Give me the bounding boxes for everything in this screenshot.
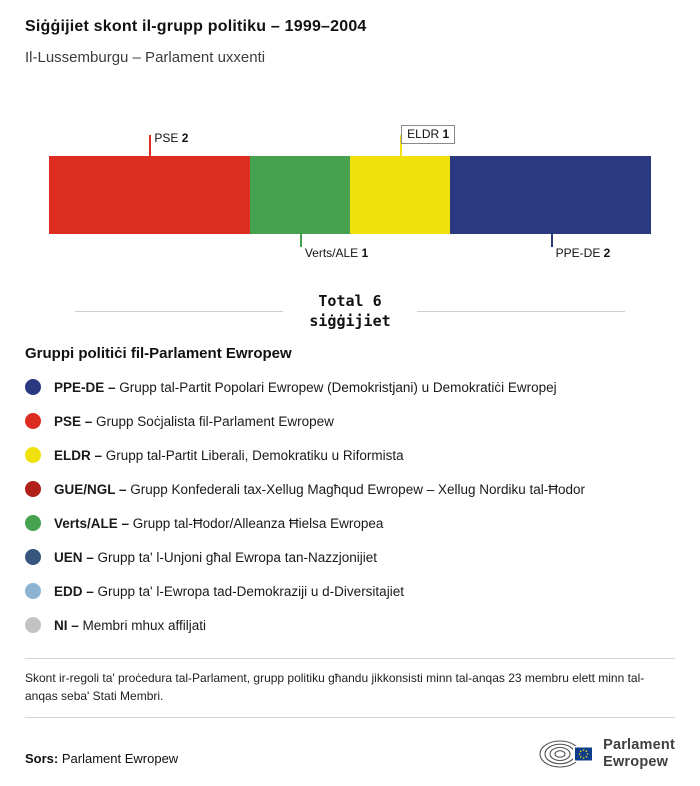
footnote-text: Skont ir-regoli ta' proċedura tal-Parlament, grupp politiku għandu jikkonsisti minn tal-anqas 23 membru elett minn tal-anqas seba' Stati Membri. xyxy=(25,671,645,703)
legend-item xyxy=(25,438,675,472)
legend-color-dot xyxy=(25,617,41,633)
callout-label-verts-ale: Verts/ALE 1 xyxy=(304,246,369,260)
callout-line-ppe-de xyxy=(551,234,553,247)
parliament-logo xyxy=(538,734,675,774)
legend-item xyxy=(25,404,675,438)
legend-item-text: PSE – Grupp Soċjalista fil-Parlament Ewropew xyxy=(54,413,334,429)
legend-item xyxy=(25,472,675,506)
legend-color-dot xyxy=(25,379,41,395)
legend-item-text: NI – Membri mhux affiljati xyxy=(54,617,207,633)
source-line xyxy=(25,751,178,766)
total-line2: siġġijiet xyxy=(309,311,391,330)
hemicycle-icon xyxy=(538,734,596,774)
legend-item xyxy=(25,506,675,540)
page-title: Siġġijiet skont il-grupp politiku – 1999–2004 xyxy=(25,18,367,35)
divider-line-left xyxy=(75,311,283,312)
bar-segment-eldr xyxy=(350,156,450,234)
logo-line1: Parlament xyxy=(603,737,675,754)
bar-segment-pse xyxy=(49,156,250,234)
legend-item-text: Verts/ALE – Grupp tal-Ħodor/Alleanza Ħielsa Ewropea xyxy=(54,515,384,531)
legend-color-dot xyxy=(25,583,41,599)
legend-heading: Gruppi politiċi fil-Parlament Ewropew xyxy=(25,345,292,362)
source-label: Sors: xyxy=(25,751,59,766)
footer xyxy=(25,734,675,774)
callout-label-pse: PSE 2 xyxy=(154,131,189,145)
legend-color-dot xyxy=(25,549,41,565)
legend-color-dot xyxy=(25,447,41,463)
callout-line-verts-ale xyxy=(300,234,302,247)
legend-item-text: GUE/NGL – Grupp Konfederali tax-Xellug Magħqud Ewropew – Xellug Nordiku tal-Ħodor xyxy=(54,481,586,497)
stacked-bar xyxy=(49,156,651,234)
legend-item-text: ELDR – Grupp tal-Partit Liberali, Demokratiku u Riformista xyxy=(54,447,404,463)
legend-color-dot xyxy=(25,413,41,429)
legend-item xyxy=(25,370,675,404)
bar-segment-ppe-de xyxy=(450,156,651,234)
logo-line2: Ewropew xyxy=(603,754,669,770)
legend-item xyxy=(25,574,675,608)
source-value: Parlament Ewropew xyxy=(61,751,179,766)
legend-item-text: UEN – Grupp ta' l-Unjoni għal Ewropa tan-Nazzjonijiet xyxy=(54,549,377,565)
legend-color-dot xyxy=(25,481,41,497)
callout-line-pse xyxy=(149,135,151,156)
seat-bar-chart xyxy=(49,127,651,262)
callout-label-eldr: ELDR 1 xyxy=(401,125,455,144)
total-seats-label xyxy=(309,292,390,331)
legend-color-dot xyxy=(25,515,41,531)
bar-segment-verts-ale xyxy=(250,156,350,234)
legend-item xyxy=(25,608,675,642)
callout-label-ppe-de: PPE-DE 2 xyxy=(555,246,611,260)
page-subtitle: Il-Lussemburgu – Parlament uxxenti xyxy=(25,49,266,66)
total-line1: Total 6 xyxy=(318,292,382,310)
footnote-block xyxy=(25,658,675,718)
eu-flag-icon xyxy=(573,746,594,762)
divider-line-right xyxy=(417,311,625,312)
legend-item xyxy=(25,540,675,574)
total-divider xyxy=(75,292,625,331)
legend-item-text: PPE-DE – Grupp tal-Partit Popolari Ewropew (Demokristjani) u Demokratiċi Ewropej xyxy=(54,379,557,395)
logo-text xyxy=(603,737,675,770)
legend-list xyxy=(25,370,675,642)
legend-item-text: EDD – Grupp ta' l-Ewropa tad-Demokraziji u d-Diversitajiet xyxy=(54,583,404,599)
